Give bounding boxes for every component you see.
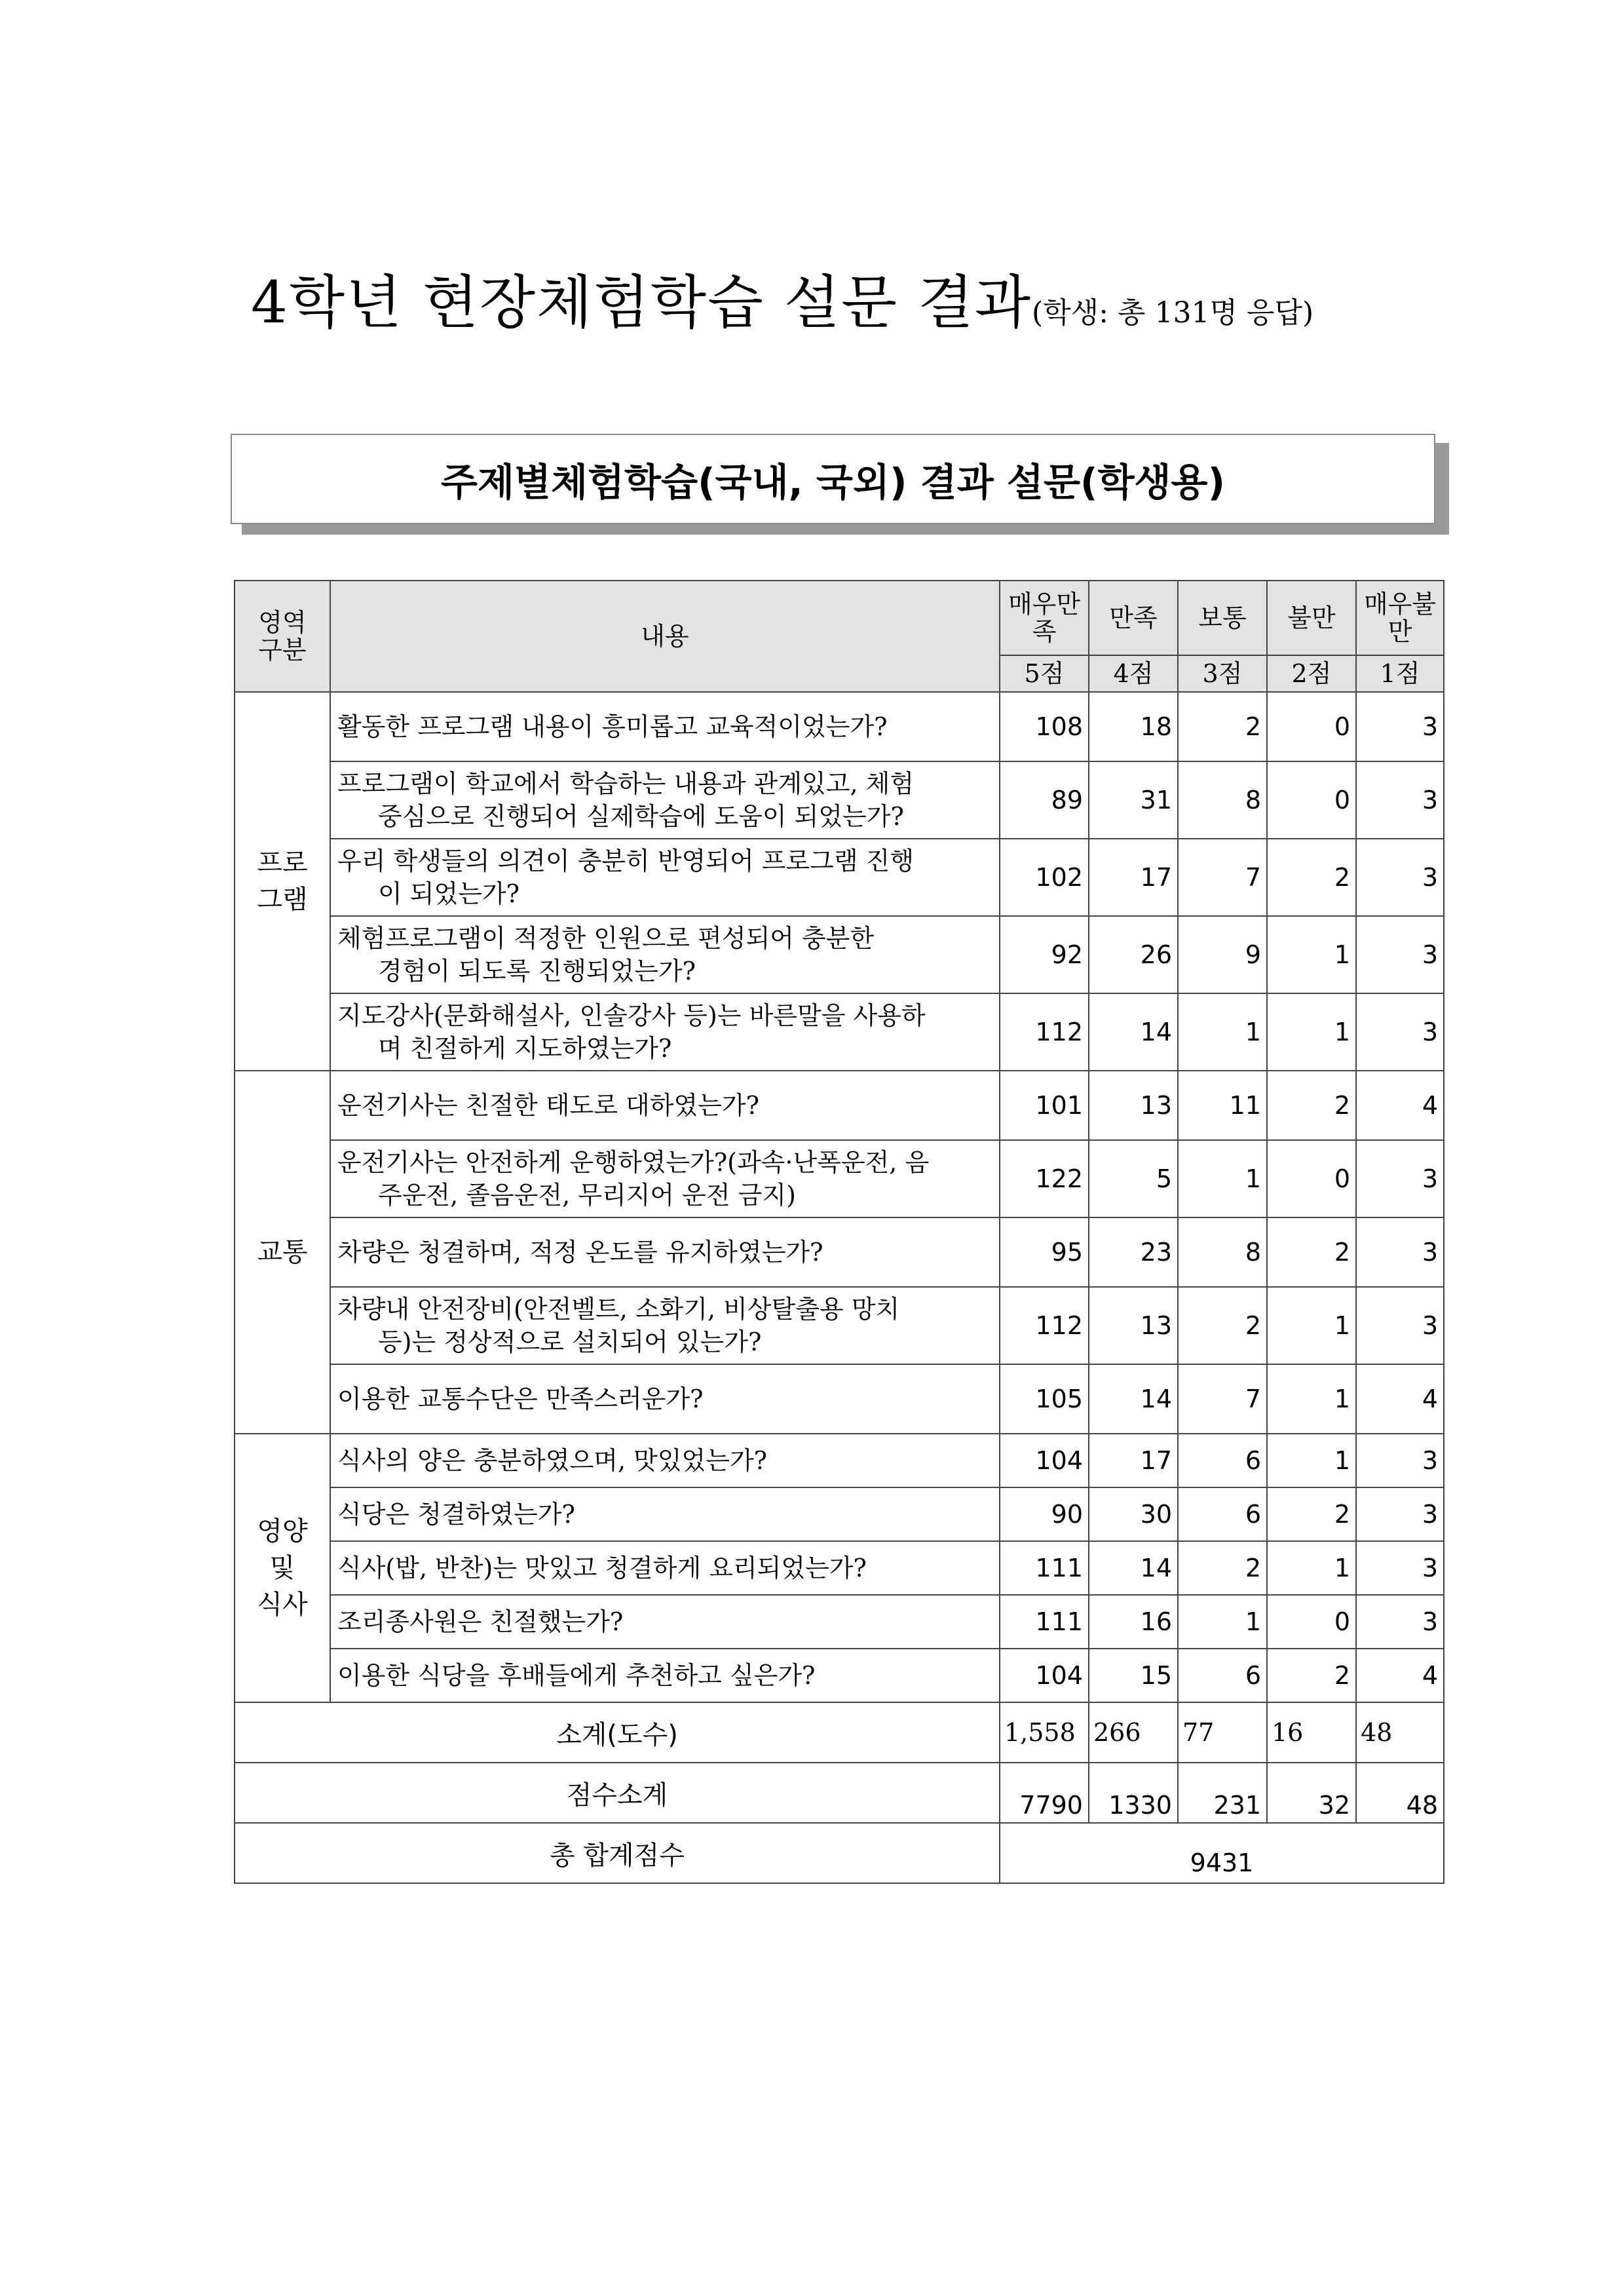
header-points-3: 3점 xyxy=(1178,655,1267,692)
table-row xyxy=(235,1541,1444,1595)
count-cell: 3 xyxy=(1356,916,1444,993)
question-line-1: 우리 학생들의 의견이 충분히 반영되어 프로그램 진행 xyxy=(337,847,915,875)
table-row xyxy=(235,1595,1444,1649)
table-row xyxy=(235,1434,1444,1487)
page-title xyxy=(251,257,1313,339)
section-label: 프로 그램 xyxy=(235,692,330,1071)
count-cell: 122 xyxy=(1000,1140,1089,1217)
count-cell: 4 xyxy=(1356,1364,1444,1434)
question-line-1: 조리종사원은 친절했는가? xyxy=(337,1607,624,1636)
table-row xyxy=(235,1649,1444,1702)
count-cell: 112 xyxy=(1000,993,1089,1071)
count-cell: 1 xyxy=(1267,1434,1356,1487)
count-cell: 23 xyxy=(1089,1217,1178,1287)
score-subtotal-cell: 32 xyxy=(1267,1763,1356,1823)
question-line-2: 주운전, 졸음운전, 무리지어 운전 금지) xyxy=(378,1181,796,1210)
count-cell: 16 xyxy=(1089,1595,1178,1649)
question-line-2: 등)는 정상적으로 설치되어 있는가? xyxy=(378,1328,762,1356)
count-cell: 3 xyxy=(1356,839,1444,916)
count-cell: 3 xyxy=(1356,1140,1444,1217)
count-cell: 105 xyxy=(1000,1364,1089,1434)
count-cell: 3 xyxy=(1356,1287,1444,1364)
subtotal-cell: 1,558 xyxy=(1000,1702,1089,1763)
count-cell: 26 xyxy=(1089,916,1178,993)
question-cell xyxy=(330,1217,1000,1287)
count-cell: 104 xyxy=(1000,1434,1089,1487)
question-line-2: 이 되었는가? xyxy=(378,879,519,908)
table-row xyxy=(235,916,1444,993)
count-cell: 3 xyxy=(1356,761,1444,839)
count-cell: 1 xyxy=(1178,1595,1267,1649)
count-cell: 2 xyxy=(1178,692,1267,761)
count-cell: 6 xyxy=(1178,1434,1267,1487)
question-line-1: 식당은 청결하였는가? xyxy=(337,1500,575,1529)
question-cell xyxy=(330,1287,1000,1364)
header-area: 영역 구분 xyxy=(235,581,330,692)
count-cell: 3 xyxy=(1356,993,1444,1071)
count-cell: 17 xyxy=(1089,1434,1178,1487)
banner-title: 주제별체험학습(국내, 국외) 결과 설문(학생용) xyxy=(440,460,1226,505)
subtotal-cell: 48 xyxy=(1356,1702,1444,1763)
table-row xyxy=(235,839,1444,916)
question-cell xyxy=(330,1595,1000,1649)
header-col-4: 불만 xyxy=(1267,581,1356,655)
score-subtotal-row xyxy=(235,1763,1444,1823)
question-line-2: 며 친절하게 지도하였는가? xyxy=(378,1034,672,1063)
count-cell: 3 xyxy=(1356,1595,1444,1649)
count-cell: 14 xyxy=(1089,993,1178,1071)
count-cell: 0 xyxy=(1267,1140,1356,1217)
count-cell: 7 xyxy=(1178,1364,1267,1434)
question-line-1: 식사의 양은 충분하였으며, 맛있었는가? xyxy=(337,1446,768,1475)
header-points-4: 2점 xyxy=(1267,655,1356,692)
count-cell: 90 xyxy=(1000,1487,1089,1541)
table-row xyxy=(235,692,1444,761)
survey-banner xyxy=(231,434,1435,524)
count-cell: 1 xyxy=(1267,993,1356,1071)
header-points-2: 4점 xyxy=(1089,655,1178,692)
count-cell: 2 xyxy=(1267,839,1356,916)
count-cell: 3 xyxy=(1356,692,1444,761)
header-col-3: 보통 xyxy=(1178,581,1267,655)
header-col-2: 만족 xyxy=(1089,581,1178,655)
count-cell: 13 xyxy=(1089,1071,1178,1140)
count-cell: 102 xyxy=(1000,839,1089,916)
title-sub: (학생: 총 131명 응답) xyxy=(1032,296,1314,330)
count-cell: 30 xyxy=(1089,1487,1178,1541)
count-cell: 101 xyxy=(1000,1071,1089,1140)
score-subtotal-cell: 7790 xyxy=(1000,1763,1089,1823)
question-line-1: 활동한 프로그램 내용이 흥미롭고 교육적이었는가? xyxy=(337,712,888,741)
question-cell xyxy=(330,839,1000,916)
count-cell: 2 xyxy=(1267,1649,1356,1702)
table-row xyxy=(235,761,1444,839)
count-cell: 3 xyxy=(1356,1217,1444,1287)
table-row xyxy=(235,1217,1444,1287)
count-cell: 2 xyxy=(1178,1541,1267,1595)
question-cell xyxy=(330,1364,1000,1434)
count-cell: 1 xyxy=(1267,1541,1356,1595)
question-line-1: 운전기사는 안전하게 운행하였는가?(과속·난폭운전, 음 xyxy=(337,1148,930,1177)
count-cell: 0 xyxy=(1267,692,1356,761)
count-cell: 2 xyxy=(1178,1287,1267,1364)
count-cell: 1 xyxy=(1178,1140,1267,1217)
count-cell: 92 xyxy=(1000,916,1089,993)
grand-total-row xyxy=(235,1823,1444,1883)
question-cell xyxy=(330,1541,1000,1595)
count-cell: 6 xyxy=(1178,1649,1267,1702)
count-cell: 0 xyxy=(1267,761,1356,839)
question-cell xyxy=(330,993,1000,1071)
count-cell: 6 xyxy=(1178,1487,1267,1541)
subtotal-row xyxy=(235,1702,1444,1763)
count-cell: 2 xyxy=(1267,1071,1356,1140)
count-cell: 13 xyxy=(1089,1287,1178,1364)
header-col-5: 매우불 만 xyxy=(1356,581,1444,655)
question-cell xyxy=(330,1071,1000,1140)
count-cell: 4 xyxy=(1356,1649,1444,1702)
table-row xyxy=(235,1364,1444,1434)
count-cell: 31 xyxy=(1089,761,1178,839)
question-line-1: 지도강사(문화해설사, 인솔강사 등)는 바른말을 사용하 xyxy=(337,1001,926,1030)
count-cell: 104 xyxy=(1000,1649,1089,1702)
count-cell: 2 xyxy=(1267,1217,1356,1287)
count-cell: 1 xyxy=(1178,993,1267,1071)
question-cell xyxy=(330,1487,1000,1541)
count-cell: 4 xyxy=(1356,1071,1444,1140)
question-line-1: 운전기사는 친절한 태도로 대하였는가? xyxy=(337,1091,759,1120)
subtotal-cell: 16 xyxy=(1267,1702,1356,1763)
count-cell: 2 xyxy=(1267,1487,1356,1541)
header-content: 내용 xyxy=(330,581,1000,692)
grand-total-value: 9431 xyxy=(1000,1823,1444,1883)
title-main: 4학년 현장체험학습 설문 결과 xyxy=(251,269,1032,336)
subtotal-cell: 77 xyxy=(1178,1702,1267,1763)
table-row xyxy=(235,1140,1444,1217)
score-subtotal-cell: 1330 xyxy=(1089,1763,1178,1823)
section-label: 영양 및 식사 xyxy=(235,1434,330,1702)
count-cell: 7 xyxy=(1178,839,1267,916)
question-cell xyxy=(330,761,1000,839)
count-cell: 14 xyxy=(1089,1364,1178,1434)
question-line-2: 경험이 되도록 진행되었는가? xyxy=(378,957,696,985)
count-cell: 9 xyxy=(1178,916,1267,993)
question-line-1: 체험프로그램이 적정한 인원으로 편성되어 충분한 xyxy=(337,924,875,953)
count-cell: 8 xyxy=(1178,761,1267,839)
count-cell: 108 xyxy=(1000,692,1089,761)
question-cell xyxy=(330,916,1000,993)
count-cell: 8 xyxy=(1178,1217,1267,1287)
count-cell: 1 xyxy=(1267,1287,1356,1364)
count-cell: 111 xyxy=(1000,1595,1089,1649)
count-cell: 3 xyxy=(1356,1487,1444,1541)
header-points-1: 5점 xyxy=(1000,655,1089,692)
question-cell xyxy=(330,1649,1000,1702)
count-cell: 112 xyxy=(1000,1287,1089,1364)
question-line-1: 프로그램이 학교에서 학습하는 내용과 관계있고, 체험 xyxy=(337,769,915,798)
count-cell: 18 xyxy=(1089,692,1178,761)
question-line-1: 식사(밥, 반찬)는 맛있고 청결하게 요리되었는가? xyxy=(337,1554,867,1582)
subtotal-cell: 266 xyxy=(1089,1702,1178,1763)
table-row xyxy=(235,1487,1444,1541)
count-cell: 111 xyxy=(1000,1541,1089,1595)
count-cell: 15 xyxy=(1089,1649,1178,1702)
count-cell: 95 xyxy=(1000,1217,1089,1287)
question-line-1: 이용한 식당을 후배들에게 추천하고 싶은가? xyxy=(337,1661,816,1690)
count-cell: 14 xyxy=(1089,1541,1178,1595)
table-row xyxy=(235,993,1444,1071)
score-subtotal-cell: 48 xyxy=(1356,1763,1444,1823)
question-cell xyxy=(330,1434,1000,1487)
survey-table xyxy=(234,580,1445,1884)
count-cell: 1 xyxy=(1267,916,1356,993)
question-line-1: 차량은 청결하며, 적정 온도를 유지하였는가? xyxy=(337,1238,823,1267)
question-cell xyxy=(330,1140,1000,1217)
subtotal-label: 소계(도수) xyxy=(235,1702,1000,1763)
count-cell: 1 xyxy=(1267,1364,1356,1434)
question-line-2: 중심으로 진행되어 실제학습에 도움이 되었는가? xyxy=(378,802,904,831)
table-row xyxy=(235,1071,1444,1140)
section-label: 교통 xyxy=(235,1071,330,1434)
count-cell: 0 xyxy=(1267,1595,1356,1649)
score-subtotal-label: 점수소계 xyxy=(235,1763,1000,1823)
question-line-1: 이용한 교통수단은 만족스러운가? xyxy=(337,1385,704,1413)
header-col-1: 매우만 족 xyxy=(1000,581,1089,655)
count-cell: 5 xyxy=(1089,1140,1178,1217)
question-cell xyxy=(330,692,1000,761)
header-row xyxy=(235,581,1444,655)
grand-total-label: 총 합계점수 xyxy=(235,1823,1000,1883)
count-cell: 11 xyxy=(1178,1071,1267,1140)
header-points-5: 1점 xyxy=(1356,655,1444,692)
count-cell: 3 xyxy=(1356,1434,1444,1487)
count-cell: 17 xyxy=(1089,839,1178,916)
count-cell: 89 xyxy=(1000,761,1089,839)
question-line-1: 차량내 안전장비(안전벨트, 소화기, 비상탈출용 망치 xyxy=(337,1295,900,1324)
score-subtotal-cell: 231 xyxy=(1178,1763,1267,1823)
table-row xyxy=(235,1287,1444,1364)
count-cell: 3 xyxy=(1356,1541,1444,1595)
